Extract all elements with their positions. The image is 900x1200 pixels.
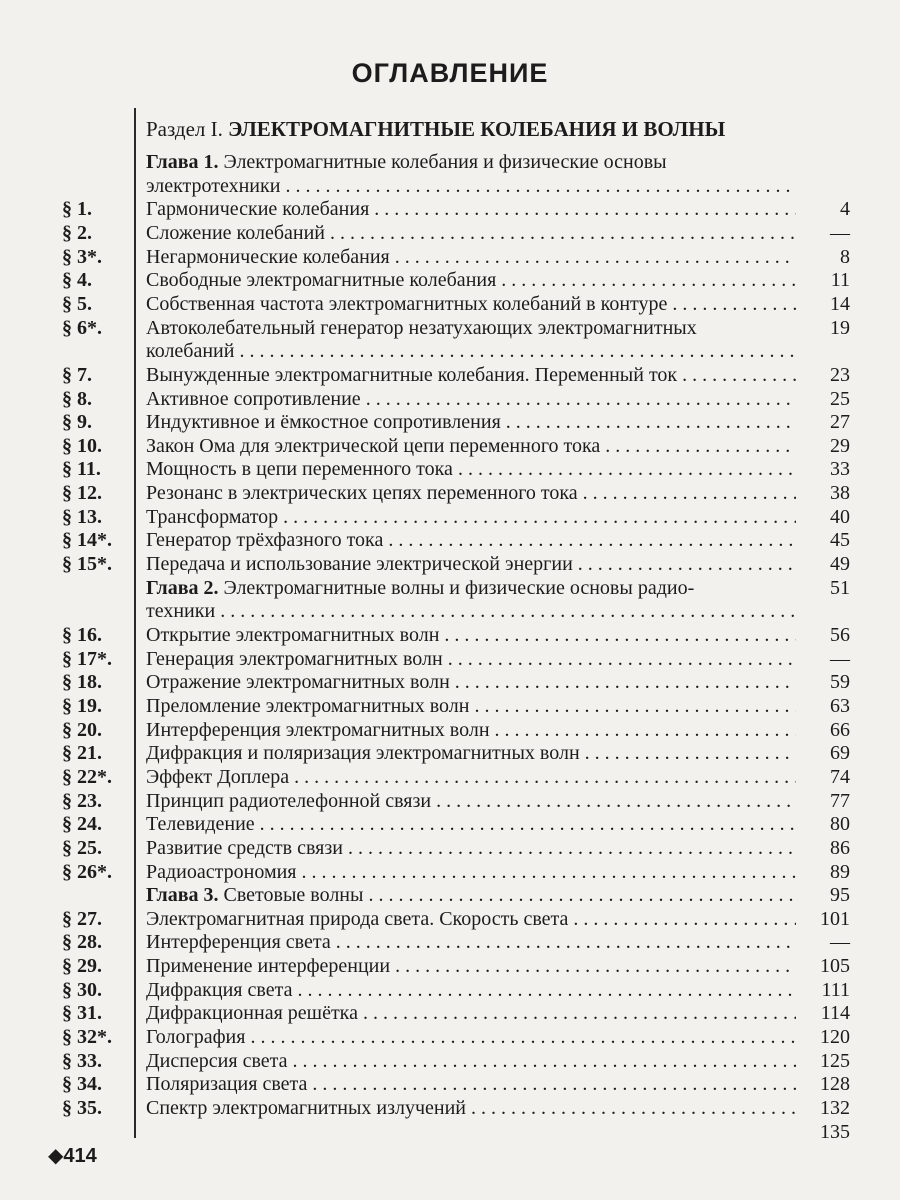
toc-row: [0, 339, 900, 363]
toc-section-number: § 7.: [62, 363, 92, 386]
toc-entry-text: Радиоастрономия: [146, 860, 297, 883]
toc-entry-title: [146, 197, 796, 221]
toc-entry-title: [146, 812, 796, 836]
toc-entry-text: Сложение колебаний: [146, 221, 325, 244]
toc-entry-text: Применение интерференции: [146, 955, 391, 978]
toc-section-number: § 13.: [62, 505, 102, 528]
toc-entry-text: Мощность в цепи переменного тока: [146, 458, 453, 481]
toc-page-number: 95: [830, 884, 850, 907]
toc-section-number: § 14*.: [62, 529, 112, 552]
toc-page-number: 69: [830, 742, 850, 765]
toc-entry-text: Интерференция света: [146, 931, 331, 954]
toc-entry-text: Гармонические колебания: [146, 198, 370, 221]
toc-page-number: 86: [830, 836, 850, 859]
toc-page-number: 25: [830, 387, 850, 410]
toc-entry-title: [146, 363, 796, 387]
toc-page-number: 33: [830, 458, 850, 481]
toc-page-number: 51: [830, 576, 850, 599]
toc-entry-title: [146, 860, 796, 884]
toc-entry-title: [146, 505, 796, 529]
toc-row: [0, 860, 900, 884]
toc-section-number: § 2.: [62, 221, 92, 244]
toc-section-number: § 9.: [62, 411, 92, 434]
toc-row: [0, 670, 900, 694]
toc-entry-text: Световые волны: [223, 884, 364, 907]
toc-section-number: § 26*.: [62, 860, 112, 883]
toc-page-number: 45: [830, 529, 850, 552]
toc-row: [0, 1120, 900, 1144]
toc-entry-title: [146, 457, 796, 481]
toc-page-number: 14: [830, 292, 850, 315]
toc-entry-text: Поляризация света: [146, 1073, 308, 1096]
toc-page-number: 63: [830, 694, 850, 717]
toc-row: [0, 363, 900, 387]
toc-page-number: 19: [830, 316, 850, 339]
toc-entry-text: Эффект Доплера: [146, 765, 290, 788]
toc-page-number: 56: [830, 624, 850, 646]
toc-row: [0, 316, 900, 340]
toc-page-number: 29: [830, 434, 850, 457]
toc-section-number: § 17*.: [62, 647, 112, 670]
toc-entry-text: Закон Ома для электрической цепи переменного тока: [146, 434, 601, 457]
toc-entry-text: Дифракция и поляризация электромагнитных волн: [146, 742, 580, 765]
toc-row: [0, 741, 900, 765]
toc-entry-title: [146, 528, 796, 552]
toc-row: [0, 694, 900, 718]
toc-page-number: 135: [820, 1120, 850, 1143]
toc-entry-text: Дисперсия света: [146, 1049, 288, 1072]
toc-row: [0, 1049, 900, 1073]
toc-entry-title: [146, 434, 796, 458]
toc-section-number: § 1.: [62, 198, 92, 221]
toc-entry-text: Генерация электромагнитных волн: [146, 647, 443, 670]
toc-section-number: § 16.: [62, 624, 102, 646]
toc-entry-title: [146, 954, 796, 978]
toc-page-number: 74: [830, 765, 850, 788]
toc-entry-text: Трансформатор: [146, 505, 279, 528]
toc-row: [0, 434, 900, 458]
toc-row: [0, 387, 900, 411]
page-number: ◆414: [48, 1145, 97, 1167]
chapter-label: Глава 2.: [146, 576, 224, 599]
toc-entry-title: [146, 268, 796, 292]
toc-entry-text: Негармонические колебания: [146, 245, 390, 268]
toc-page-number: 120: [820, 1026, 850, 1048]
toc-page-number: 101: [820, 907, 850, 930]
toc-entry-text: Развитие средств связи: [146, 836, 343, 859]
toc-row: [0, 528, 900, 552]
toc-page-number: 59: [830, 671, 850, 694]
toc-row: [0, 599, 900, 623]
toc-row: [0, 576, 900, 600]
toc-entry-text: Активное сопротивление: [146, 387, 361, 410]
toc-entry-title: [146, 836, 796, 860]
toc-entry-title: [146, 623, 796, 647]
toc-entry-title: [146, 245, 796, 269]
toc-entry-title: [146, 552, 796, 576]
toc-page-number: 132: [820, 1097, 850, 1119]
toc-entry-text: Отражение электромагнитных волн: [146, 671, 450, 694]
toc-row: [0, 1072, 900, 1096]
toc-page-number: 23: [830, 363, 850, 386]
toc-entry-text: Преломление электромагнитных волн: [146, 694, 470, 717]
toc-section-number: § 31.: [62, 1002, 102, 1025]
toc-row: [0, 954, 900, 978]
toc-entry-text: Телевидение: [146, 813, 255, 836]
toc-section-number: § 21.: [62, 742, 102, 765]
toc-entry-title: [146, 1072, 796, 1096]
toc-entry-text: Электромагнитные колебания и физические основы: [223, 151, 667, 173]
toc-section-number: § 11.: [62, 458, 101, 481]
toc-row: [0, 174, 900, 198]
toc-section-number: § 22*.: [62, 765, 112, 788]
toc-entry-title: [146, 174, 796, 198]
toc-row: [0, 978, 900, 1002]
toc-entry-title: [146, 316, 796, 340]
toc-entry-text: электротехники: [146, 174, 281, 197]
toc-entry-text: Резонанс в электрических цепях переменного тока: [146, 482, 578, 505]
toc-section-number: § 20.: [62, 718, 102, 741]
toc-row: [0, 268, 900, 292]
toc-page-number: 89: [830, 860, 850, 883]
toc-section-number: § 32*.: [62, 1026, 112, 1048]
toc-page-number: 114: [820, 1002, 850, 1025]
toc-entry-title: [146, 599, 796, 623]
toc-entry-title: [146, 1001, 796, 1025]
toc-entry-title: [146, 1025, 796, 1049]
toc-section-number: § 5.: [62, 292, 92, 315]
section-label: Раздел I.: [146, 117, 223, 141]
toc-section-number: § 10.: [62, 434, 102, 457]
toc-row: [0, 150, 900, 174]
toc-page-number: 11: [830, 269, 850, 292]
toc-row: [0, 1001, 900, 1025]
toc-row: [0, 812, 900, 836]
toc-entry-text: Дифракция света: [146, 978, 293, 1001]
chapter-label: Глава 3.: [146, 884, 224, 907]
toc-entry-text: Вынужденные электромагнитные колебания. Переменный ток: [146, 363, 678, 386]
toc-section-number: § 4.: [62, 269, 92, 292]
toc-section-number: § 24.: [62, 813, 102, 836]
toc-entry-title: [146, 907, 796, 931]
toc-row: [0, 765, 900, 789]
toc-entry-text: техники: [146, 600, 216, 623]
toc-entry-title: [146, 387, 796, 411]
toc-entry-title: [146, 1049, 796, 1073]
toc-entry-text: Открытие электромагнитных волн: [146, 624, 440, 646]
toc-section-number: § 34.: [62, 1073, 102, 1096]
toc-row: [0, 623, 900, 647]
toc-entry-title: [146, 789, 796, 813]
toc-entry-title: [146, 481, 796, 505]
toc-page-number: 40: [830, 505, 850, 528]
toc-page-number: 128: [820, 1073, 850, 1096]
toc-row: [0, 907, 900, 931]
toc-entry-text: Голография: [146, 1026, 246, 1048]
toc-entry-text: Электромагнитная природа света. Скорость света: [146, 907, 569, 930]
toc-entry-title: [146, 221, 796, 245]
toc-row: [0, 789, 900, 813]
toc-entry-text: Дифракционная решётка: [146, 1002, 358, 1025]
toc-row: [0, 1025, 900, 1049]
section-heading: [0, 117, 900, 141]
toc-section-number: § 27.: [62, 907, 102, 930]
toc-row: [0, 505, 900, 529]
toc-page-number: —: [830, 647, 850, 670]
toc-entry-text: Принцип радиотелефонной связи: [146, 789, 432, 812]
toc-row: [0, 1096, 900, 1120]
toc-entry-title: [146, 576, 796, 600]
toc-page-number: 38: [830, 482, 850, 505]
toc-row: [0, 481, 900, 505]
toc-row: [0, 836, 900, 860]
toc-section-number: § 23.: [62, 789, 102, 812]
page-title: ОГЛАВЛЕНИЕ: [351, 58, 549, 88]
toc-row: [0, 221, 900, 245]
toc-row: [0, 410, 900, 434]
toc-page-number: —: [830, 931, 850, 954]
section-heading-text: [146, 117, 796, 141]
toc-page-number: —: [830, 221, 850, 244]
toc-section-number: § 28.: [62, 931, 102, 954]
toc-entry-title: [146, 410, 796, 434]
toc-section-number: § 35.: [62, 1097, 102, 1119]
toc-entry-title: [146, 883, 796, 907]
toc-row: [0, 552, 900, 576]
toc-entry-title: [146, 150, 796, 174]
toc-entry-text: Передача и использование электрической энергии: [146, 553, 573, 575]
toc-row: [0, 197, 900, 221]
toc-page-number: 8: [840, 245, 850, 268]
toc-page-number: 66: [830, 718, 850, 741]
toc-entry-title: [146, 1096, 796, 1120]
toc-row: [0, 647, 900, 671]
toc-section-number: § 6*.: [62, 316, 102, 339]
chapter-label: Глава 1.: [146, 151, 224, 173]
toc-row: [0, 457, 900, 481]
toc-entry-title: [146, 741, 796, 765]
toc-entry-title: [146, 694, 796, 718]
toc-entry-title: [146, 292, 796, 316]
toc-page-number: 111: [821, 978, 850, 1001]
toc-entry-title: [146, 647, 796, 671]
toc-entry-title: [146, 670, 796, 694]
section-name: ЭЛЕКТРОМАГНИТНЫЕ КОЛЕБАНИЯ И ВОЛНЫ: [228, 117, 726, 141]
toc-section-number: § 25.: [62, 836, 102, 859]
toc-section-number: § 29.: [62, 955, 102, 978]
toc-section-number: § 15*.: [62, 553, 112, 575]
toc-entry-text: Свободные электромагнитные колебания: [146, 269, 497, 292]
toc-row: [0, 292, 900, 316]
page-number-value: 414: [63, 1145, 97, 1167]
toc-section-number: § 19.: [62, 694, 102, 717]
toc-page-number: 49: [830, 553, 850, 575]
toc-section-number: § 33.: [62, 1049, 102, 1072]
toc-entry-title: [146, 718, 796, 742]
toc-row: [0, 883, 900, 907]
toc-page-number: 27: [830, 411, 850, 434]
toc-entry-text: Интерференция электромагнитных волн: [146, 718, 490, 741]
toc-entry-title: [146, 978, 796, 1002]
toc-section-number: § 8.: [62, 387, 92, 410]
toc-entry-text: Индуктивное и ёмкостное сопротивления: [146, 411, 501, 434]
toc-entry-text: Электромагнитные волны и физические основы радио-: [223, 576, 695, 599]
toc-entry-text: Автоколебательный генератор незатухающих электромагнитных: [146, 316, 697, 339]
toc-entry-title: [146, 930, 796, 954]
toc-page-number: 105: [820, 955, 850, 978]
toc-entry-text: Собственная частота электромагнитных колебаний в контуре: [146, 292, 668, 315]
toc-entry-title: [146, 339, 796, 363]
toc-page-number: 125: [820, 1049, 850, 1072]
toc-entry-text: Спектр электромагнитных излучений: [146, 1097, 467, 1119]
toc-section-number: § 12.: [62, 482, 102, 505]
toc-page-number: 77: [830, 789, 850, 812]
toc-section-number: § 18.: [62, 671, 102, 694]
toc-page-number: 4: [840, 198, 850, 221]
toc-row: [0, 245, 900, 269]
toc-entry-text: Генератор трёхфазного тока: [146, 529, 384, 552]
toc-entry-title: [146, 765, 796, 789]
toc-row: [0, 718, 900, 742]
toc-row: [0, 930, 900, 954]
toc-section-number: § 3*.: [62, 245, 102, 268]
toc-entry-text: колебаний: [146, 340, 235, 363]
toc-section-number: § 30.: [62, 978, 102, 1001]
toc-page-number: 80: [830, 813, 850, 836]
